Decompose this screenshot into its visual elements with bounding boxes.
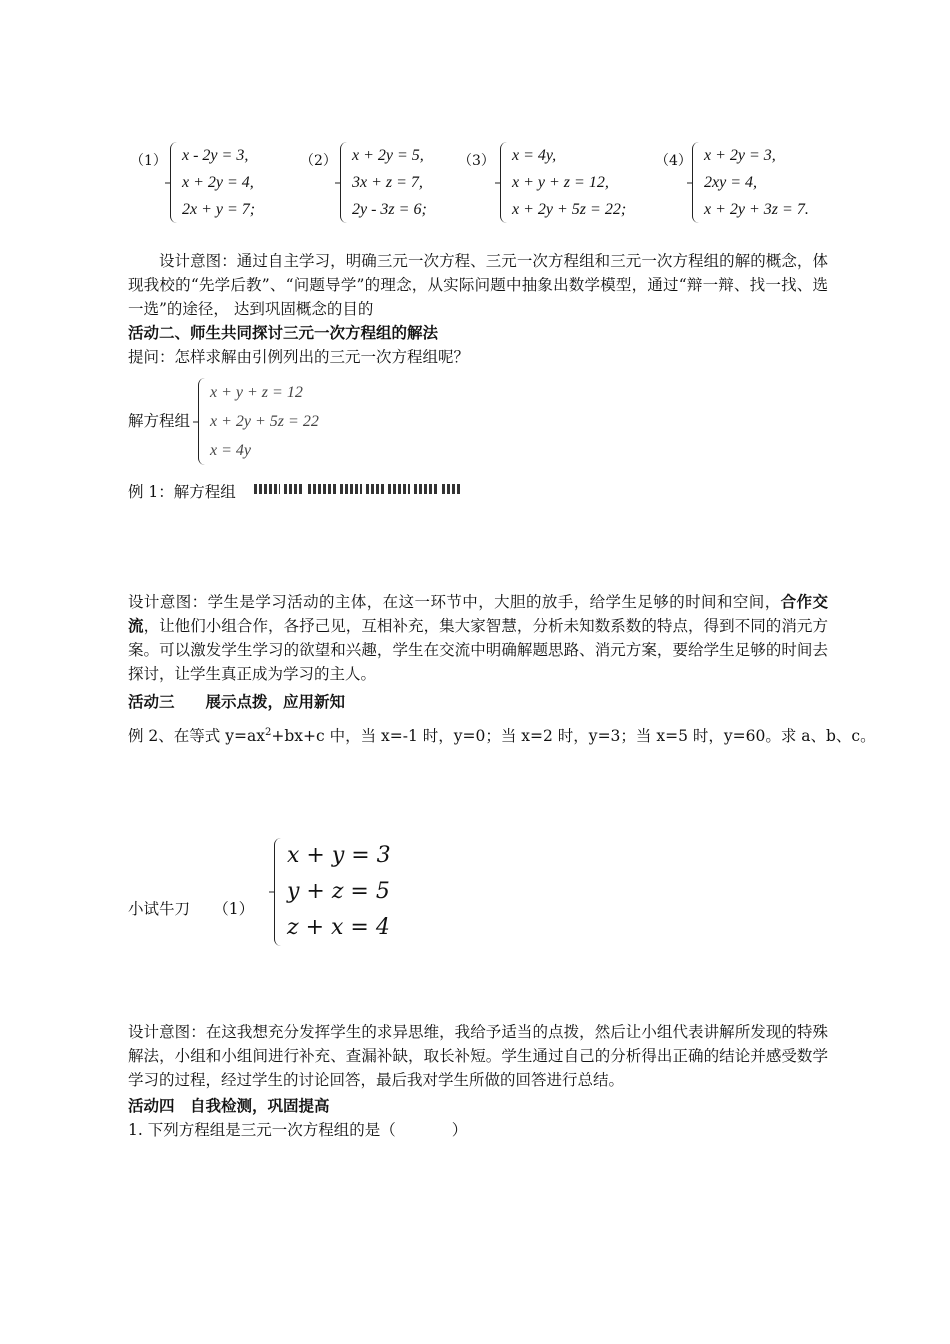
equation: y + z = 5	[287, 879, 390, 904]
equation: 3x + z = 7,	[352, 174, 423, 191]
equation: x + 2y + 5z = 22;	[512, 201, 627, 218]
equation: x + 2y + 5z = 22	[210, 413, 319, 430]
system-3	[500, 142, 626, 223]
equation: x = 4y	[210, 442, 251, 459]
garbled-equation-image	[254, 484, 460, 494]
practice-system	[274, 838, 391, 946]
system-3-label: （3）	[458, 153, 495, 169]
example-2-part-b: +bx+c 中，当 x=-1 时，y=0；当 x=2 时，y=3；当 x=5 时，y=60。求 a、b、c。	[271, 727, 876, 746]
brace	[500, 142, 510, 223]
equation: 2xy = 4,	[704, 174, 757, 191]
brace	[170, 142, 180, 223]
system-1	[170, 142, 255, 223]
brace	[692, 142, 702, 223]
brace	[274, 838, 285, 946]
solve-label: 解方程组	[128, 412, 191, 430]
design-intent-2	[128, 590, 828, 686]
equation: x + 2y = 3,	[704, 147, 776, 164]
equation: 2y - 3z = 6;	[352, 201, 427, 218]
design-intent-1: 设计意图：通过自主学习，明确三元一次方程、三元一次方程组和三元一次方程组的解的概念，体现我校的“先学后教”、“问题导学”的理念，从实际问题中抽象出数学模型，通过“辩一辩、找一找、选一选”的途径， 达到巩固概念的目的	[128, 252, 828, 318]
equation: x + 2y + 3z = 7.	[704, 201, 809, 218]
cooperation-emphasis: 合作交流	[128, 592, 828, 635]
equation: x + y + z = 12	[210, 384, 303, 401]
brace	[198, 378, 208, 465]
equation: x - 2y = 3,	[182, 147, 249, 164]
activity-3-heading: 活动三 展示点拨，应用新知	[128, 692, 346, 711]
solve-system	[198, 378, 319, 465]
system-4	[692, 142, 809, 223]
example-2	[128, 721, 876, 748]
equation: 2x + y = 7;	[182, 201, 256, 218]
equation: x + 2y = 4,	[182, 174, 254, 191]
question-1-close: ）	[451, 1121, 468, 1139]
question-1	[128, 1118, 467, 1142]
equation: x = 4y,	[512, 147, 557, 164]
design-intent-2-rest: ，让他们小组合作，各抒己见，互相补充，集大家智慧，分析未知数系数的特点，得到不同的消元方案。可以激发学生学习的欲望和兴趣，学生在交流中明确解题思路、消元方案，要给学生足够的时间去探讨，让学生真正成为学习的主人。	[128, 617, 828, 683]
question-text: 提问：怎样求解由引例列出的三元一次方程组呢？	[128, 348, 470, 366]
brace	[340, 142, 350, 223]
practice-label: 小试牛刀 （1）	[128, 900, 255, 918]
equation: x + 2y = 5,	[352, 147, 424, 164]
system-2-label: （2）	[300, 153, 337, 169]
design-intent-2-prefix: 设计意图：学生是学习活动的主体，在这一环节中，大胆的放手，给学生足够的时间和空间，	[128, 593, 781, 611]
system-2	[340, 142, 427, 223]
example-1-label: 例 1：解方程组	[128, 483, 236, 501]
equation: x + y + z = 12,	[512, 174, 609, 191]
question-1-stem: 1. 下列方程组是三元一次方程组的是（	[128, 1121, 396, 1139]
activity-2-heading: 活动二、师生共同探讨三元一次方程组的解法	[128, 323, 439, 342]
exponent: 2	[264, 727, 272, 738]
system-4-label: （4）	[655, 153, 692, 169]
design-intent-3: 设计意图：在这我想充分发挥学生的求异思维，我给予适当的点拨，然后让小组代表讲解所发现的特殊解法，小组和小组间进行补充、查漏补缺，取长补短。学生通过自己的分析得出正确的结论并感受数学学习的过程，经过学生的讨论回答，最后我对学生所做的回答进行总结。	[128, 1023, 828, 1089]
equation: z + x = 4	[287, 915, 390, 940]
activity-4-heading: 活动四 自我检测，巩固提高	[128, 1096, 330, 1115]
equation: x + y = 3	[287, 843, 391, 868]
example-2-part-a: 例 2、在等式 y=ax	[128, 727, 265, 746]
system-1-label: （1）	[130, 153, 167, 169]
